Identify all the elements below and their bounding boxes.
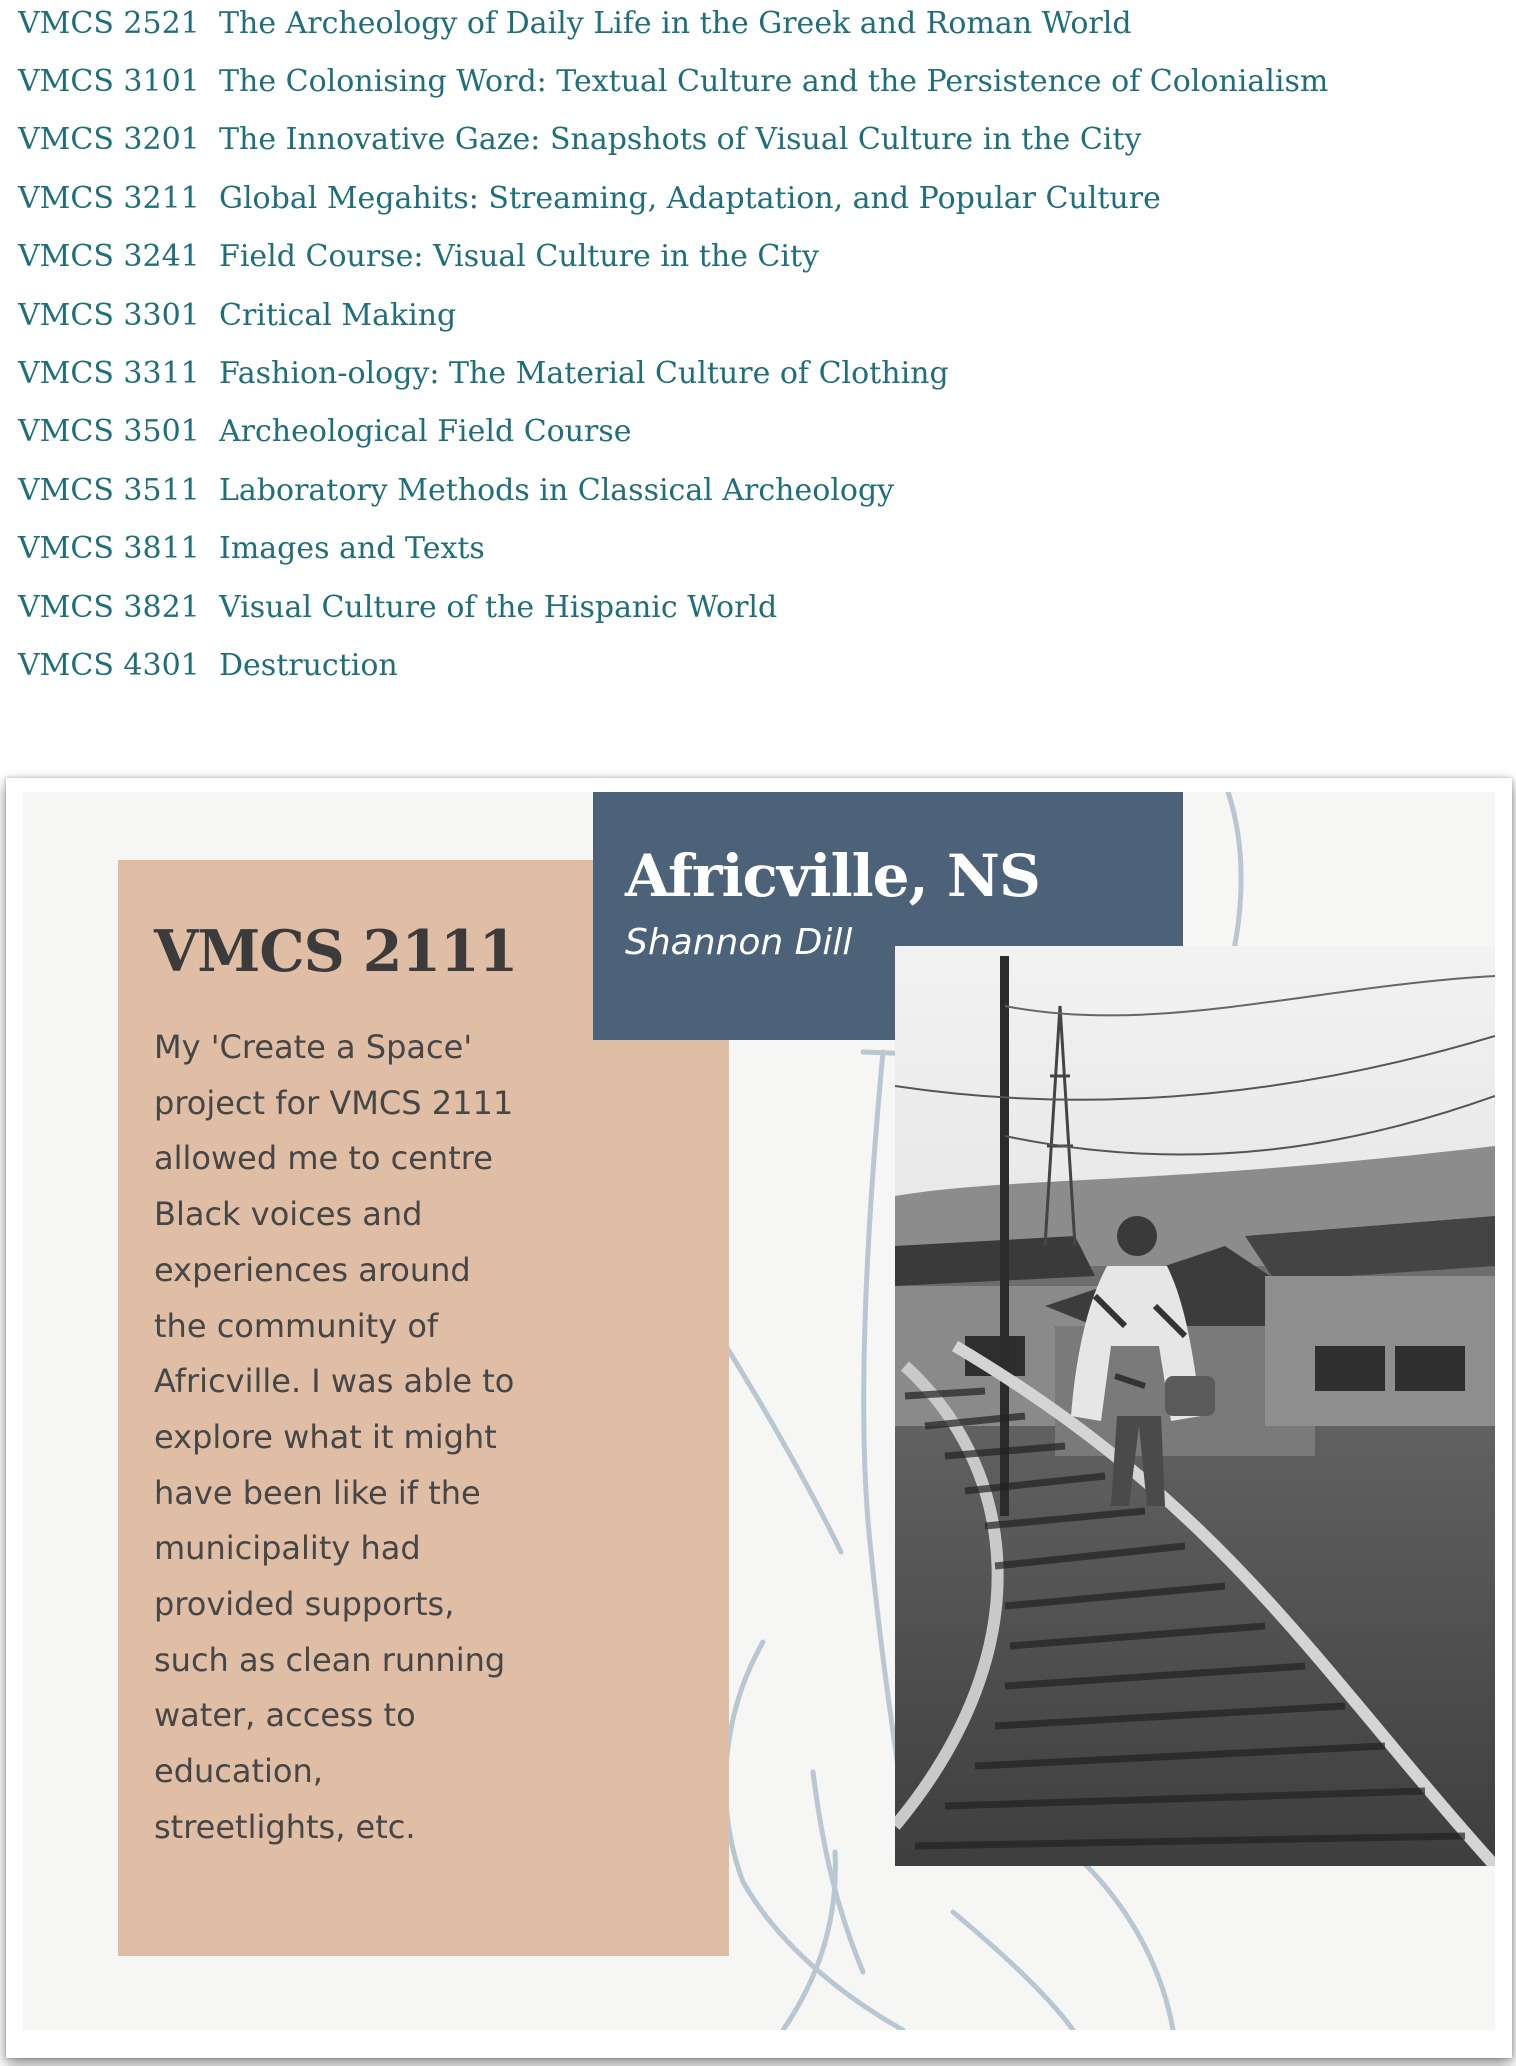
course-title: Destruction <box>219 647 398 683</box>
course-code: VMCS 3301 <box>18 297 200 333</box>
course-link-2521[interactable] <box>18 0 1328 52</box>
course-title: Critical Making <box>219 297 457 333</box>
course-code: VMCS 3201 <box>18 122 200 158</box>
feature-course-code: VMCS 2111 <box>154 918 518 985</box>
course-title: Visual Culture of the Hispanic World <box>219 589 778 625</box>
course-code: VMCS 3511 <box>18 472 200 508</box>
course-title: Global Megahits: Streaming, Adaptation, and Popular Culture <box>219 180 1161 216</box>
course-title: Archeological Field Course <box>219 414 632 450</box>
feature-card <box>6 778 1512 2058</box>
course-title: The Innovative Gaze: Snapshots of Visual Culture in the City <box>219 122 1142 158</box>
course-link-3211[interactable] <box>18 169 1328 227</box>
course-title: The Archeology of Daily Life in the Greek and Roman World <box>219 5 1132 41</box>
course-code: VMCS 3821 <box>18 589 200 625</box>
course-title: The Colonising Word: Textual Culture and the Persistence of Colonialism <box>219 64 1329 100</box>
course-link-3511[interactable] <box>18 461 1328 519</box>
course-list <box>18 0 1328 695</box>
course-link-3811[interactable] <box>18 520 1328 578</box>
course-link-3101[interactable] <box>18 52 1328 110</box>
course-code: VMCS 3501 <box>18 414 200 450</box>
feature-card-canvas <box>23 792 1495 2030</box>
course-link-3501[interactable] <box>18 403 1328 461</box>
course-code: VMCS 4301 <box>18 647 200 683</box>
feature-author: Shannon Dill <box>625 922 853 963</box>
course-code: VMCS 3311 <box>18 356 200 392</box>
railway-photo <box>895 946 1495 1866</box>
course-link-3311[interactable] <box>18 344 1328 402</box>
feature-description: My 'Create a Space' project for VMCS 2111 allowed me to centre Black voices and experiences around the community of Africville. I was able to explore what it might have been like if the municipality had provided supports, such as clean running water, access to education, streetlights, etc. <box>154 1028 515 1846</box>
course-title: Field Course: Visual Culture in the City <box>219 239 819 275</box>
course-title: Fashion-ology: The Material Culture of Clothing <box>219 356 949 392</box>
course-code: VMCS 3211 <box>18 180 200 216</box>
course-code: VMCS 3241 <box>18 239 200 275</box>
course-title: Images and Texts <box>219 531 485 567</box>
course-link-4301[interactable] <box>18 636 1328 694</box>
railway-photo-image <box>895 946 1495 1866</box>
course-title: Laboratory Methods in Classical Archeology <box>219 472 895 508</box>
course-link-3301[interactable] <box>18 286 1328 344</box>
course-code: VMCS 2521 <box>18 5 200 41</box>
course-code: VMCS 3101 <box>18 64 200 100</box>
course-link-3821[interactable] <box>18 578 1328 636</box>
course-link-3241[interactable] <box>18 228 1328 286</box>
feature-place: Africville, NS <box>625 842 1040 910</box>
course-link-3201[interactable] <box>18 111 1328 169</box>
course-code: VMCS 3811 <box>18 531 200 567</box>
